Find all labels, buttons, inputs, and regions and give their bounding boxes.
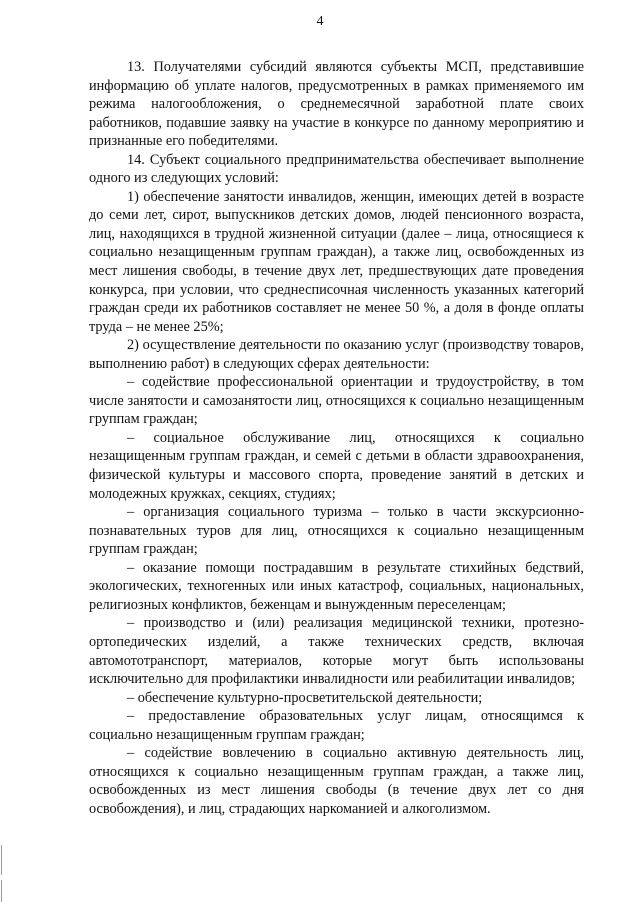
paragraph-13-recipients: 13. Получателями субсидий являются субъекты МСП, представившие информацию об уплате налогов, предусмотренных в рамках применяемого им режима налогообложения, о среднемесячной заработной плате своих работников, подавшие заявку на участие в конкурсе по данному мероприятию и признанные его победителями. bbox=[89, 59, 584, 150]
scan-edge-mark bbox=[1, 845, 2, 875]
activity-item-social-involvement: – содействие вовлечению в социально активную деятельность лиц, относящихся к социально незащищенным группам граждан, а также лиц, освобожденных из мест лишения свободы (в течение двух лет со дня освобождения), и лиц, страдающих наркоманией и алкоголизмом. bbox=[89, 745, 584, 817]
page-number: 4 bbox=[316, 14, 324, 29]
activity-item-medical-equipment: – производство и (или) реализация медицинской техники, протезно-ортопедических изделий, а также технических средств, включая автомототранспорт, материалов, которые могут быть использованы исключительно для профилактики инвалидности или реабилитации инвалидов; bbox=[89, 615, 584, 688]
activity-item-educational-services: – предоставление образовательных услуг лицам, относящимся к социально незащищенным группам граждан; bbox=[89, 708, 584, 743]
condition-1-employment: 1) обеспечение занятости инвалидов, женщин, имеющих детей в возрасте до семи лет, сирот, выпускников детских домов, людей пенсионного возраста, лиц, находящихся в трудной жизненной ситуации (далее – лица, относящиеся к социально незащищенным группам граждан), а также лиц, освобожденных из мест лишения свободы, в течение двух лет, предшествующих дате проведения конкурса, при условии, что среднесписочная численность указанных категорий граждан среди их работников составляет не менее 50 %, а доля в фонде оплаты труда – не менее 25%; bbox=[89, 188, 584, 335]
paragraph-14-conditions: 14. Субъект социального предпринимательства обеспечивает выполнение одного из следующих условий: bbox=[89, 151, 584, 187]
activity-item-disaster-aid: – оказание помощи пострадавшим в результате стихийных бедствий, экологических, техногенных или иных катастроф, социальных, национальных, религиозных конфликтов, беженцам и вынужденным переселенцам; bbox=[89, 559, 584, 613]
activity-item-cultural-education: – обеспечение культурно-просветительской деятельности; bbox=[127, 689, 483, 706]
activity-item-social-tourism: – организация социального туризма – только в части экскурсионно-познавательных туров для лиц, относящихся к социально незащищенным группам граждан; bbox=[89, 504, 584, 558]
activity-item-social-services: – социальное обслуживание лиц, относящихся к социально незащищенным группам граждан, и семей с детьми в области здравоохранения, физической культуры и массового спорта, проведение занятий в детских и молодежных кружках, секциях, студиях; bbox=[89, 429, 584, 502]
condition-2-activity: 2) осуществление деятельности по оказанию услуг (производству товаров, выполнению работ) в следующих сферах деятельности: bbox=[89, 337, 584, 372]
activity-item-career-guidance: – содействие профессиональной ориентации и трудоустройству, в том числе занятости и самозанятости лиц, относящихся к социально незащищенным группам граждан; bbox=[89, 374, 584, 428]
document-body bbox=[89, 58, 584, 818]
scan-edge-mark bbox=[1, 880, 2, 902]
